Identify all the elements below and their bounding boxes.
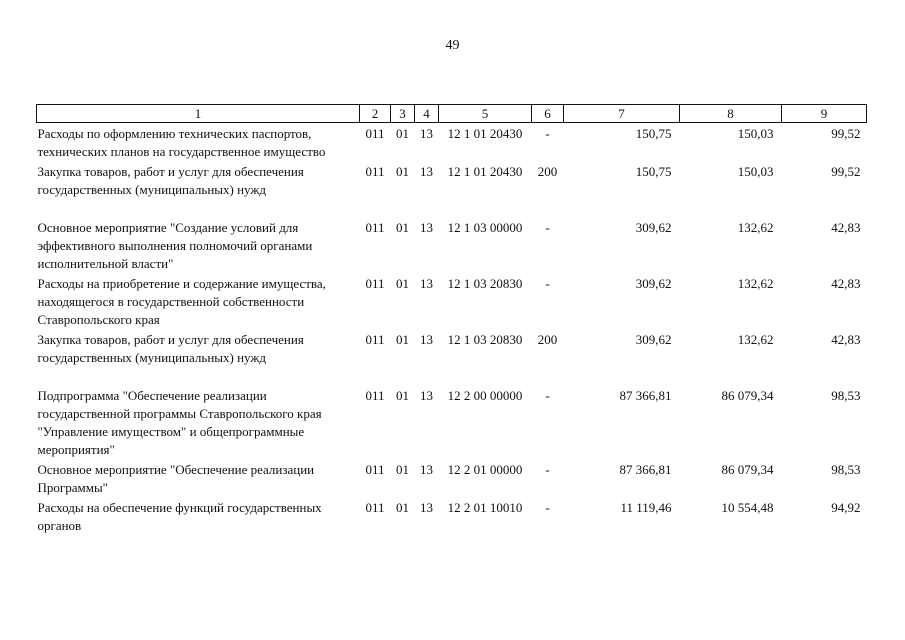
row-ministry-code: 011 [365, 388, 385, 403]
row-executed: 150,03 [737, 164, 774, 179]
row-planned: 11 119,46 [620, 500, 672, 515]
table-row [37, 161, 867, 199]
table-row [37, 497, 867, 535]
header-col-2: 2 [360, 105, 391, 123]
row-expense-type: 200 [537, 332, 558, 347]
header-col-5: 5 [439, 105, 532, 123]
row-percent: 42,83 [831, 220, 861, 235]
row-percent: 94,92 [831, 500, 861, 515]
row-section-code: 01 [396, 164, 409, 179]
row-subsection-code: 13 [420, 164, 433, 179]
row-ministry-code: 011 [365, 126, 385, 141]
row-section-code: 01 [396, 220, 409, 235]
row-name: Подпрограмма "Обеспечение реализации государственной программы Ставропольского края "Управление имуществом" и общепрограммные мероприятия" [37, 388, 322, 457]
row-planned: 150,75 [635, 126, 672, 141]
row-subsection-code: 13 [420, 500, 433, 515]
row-expense-type: - [545, 388, 550, 403]
row-name: Расходы на приобретение и содержание имущества, находящегося в государственной собственности Ставропольского края [37, 276, 326, 327]
row-expense-type: - [545, 220, 550, 235]
row-name: Основное мероприятие "Обеспечение реализации Программы" [37, 462, 315, 495]
row-name: Основное мероприятие "Создание условий для эффективного выполнения полномочий органами исполнительной власти" [37, 220, 313, 271]
row-executed: 10 554,48 [721, 500, 774, 515]
row-target-code: 12 2 01 10010 [447, 500, 523, 515]
budget-table [36, 104, 867, 535]
header-col-8: 8 [680, 105, 782, 123]
row-ministry-code: 011 [365, 462, 385, 477]
row-planned: 87 366,81 [619, 388, 672, 403]
row-target-code: 12 1 03 20830 [447, 332, 523, 347]
header-col-6: 6 [532, 105, 564, 123]
row-executed: 150,03 [737, 126, 774, 141]
row-section-code: 01 [396, 276, 409, 291]
row-percent: 42,83 [831, 332, 861, 347]
row-subsection-code: 13 [420, 220, 433, 235]
row-percent: 98,53 [831, 462, 861, 477]
row-subsection-code: 13 [420, 332, 433, 347]
row-executed: 132,62 [737, 220, 774, 235]
row-name: Расходы по оформлению технических паспортов, технических планов на государственное имущество [37, 126, 326, 159]
row-executed: 132,62 [737, 332, 774, 347]
row-ministry-code: 011 [365, 276, 385, 291]
row-expense-type: - [545, 462, 550, 477]
page-number: 49 [445, 38, 460, 53]
row-section-code: 01 [396, 126, 409, 141]
row-ministry-code: 011 [365, 220, 385, 235]
row-ministry-code: 011 [365, 164, 385, 179]
header-col-7: 7 [564, 105, 680, 123]
row-target-code: 12 1 03 00000 [447, 220, 523, 235]
row-section-code: 01 [396, 500, 409, 515]
row-planned: 309,62 [635, 220, 672, 235]
row-percent: 42,83 [831, 276, 861, 291]
row-subsection-code: 13 [420, 462, 433, 477]
row-ministry-code: 011 [365, 332, 385, 347]
header-col-9: 9 [782, 105, 867, 123]
header-col-3: 3 [391, 105, 415, 123]
row-section-code: 01 [396, 462, 409, 477]
row-expense-type: - [545, 276, 550, 291]
row-percent: 99,52 [831, 164, 861, 179]
row-subsection-code: 13 [420, 388, 433, 403]
row-target-code: 12 2 00 00000 [447, 388, 523, 403]
row-name: Расходы на обеспечение функций государственных органов [37, 500, 322, 533]
row-target-code: 12 1 01 20430 [447, 164, 523, 179]
table-row [37, 329, 867, 367]
row-executed: 132,62 [737, 276, 774, 291]
row-percent: 98,53 [831, 388, 861, 403]
row-expense-type: 200 [537, 164, 558, 179]
table-row [37, 459, 867, 497]
row-planned: 150,75 [635, 164, 672, 179]
table-row [37, 367, 867, 459]
row-expense-type: - [545, 500, 550, 515]
row-section-code: 01 [396, 332, 409, 347]
header-col-1: 1 [37, 105, 360, 123]
row-target-code: 12 1 01 20430 [447, 126, 523, 141]
row-subsection-code: 13 [420, 126, 433, 141]
row-section-code: 01 [396, 388, 409, 403]
table-header-row [37, 105, 867, 123]
row-executed: 86 079,34 [721, 462, 774, 477]
row-target-code: 12 2 01 00000 [447, 462, 523, 477]
row-name: Закупка товаров, работ и услуг для обеспечения государственных (муниципальных) нужд [37, 164, 304, 197]
row-target-code: 12 1 03 20830 [447, 276, 523, 291]
row-expense-type: - [545, 126, 550, 141]
row-planned: 309,62 [635, 276, 672, 291]
table-row [37, 199, 867, 273]
table-row [37, 273, 867, 329]
row-name: Закупка товаров, работ и услуг для обеспечения государственных (муниципальных) нужд [37, 332, 304, 365]
row-ministry-code: 011 [365, 500, 385, 515]
row-executed: 86 079,34 [721, 388, 774, 403]
header-col-4: 4 [415, 105, 439, 123]
row-percent: 99,52 [831, 126, 861, 141]
row-planned: 87 366,81 [619, 462, 672, 477]
row-subsection-code: 13 [420, 276, 433, 291]
row-planned: 309,62 [635, 332, 672, 347]
table-row [37, 123, 867, 162]
